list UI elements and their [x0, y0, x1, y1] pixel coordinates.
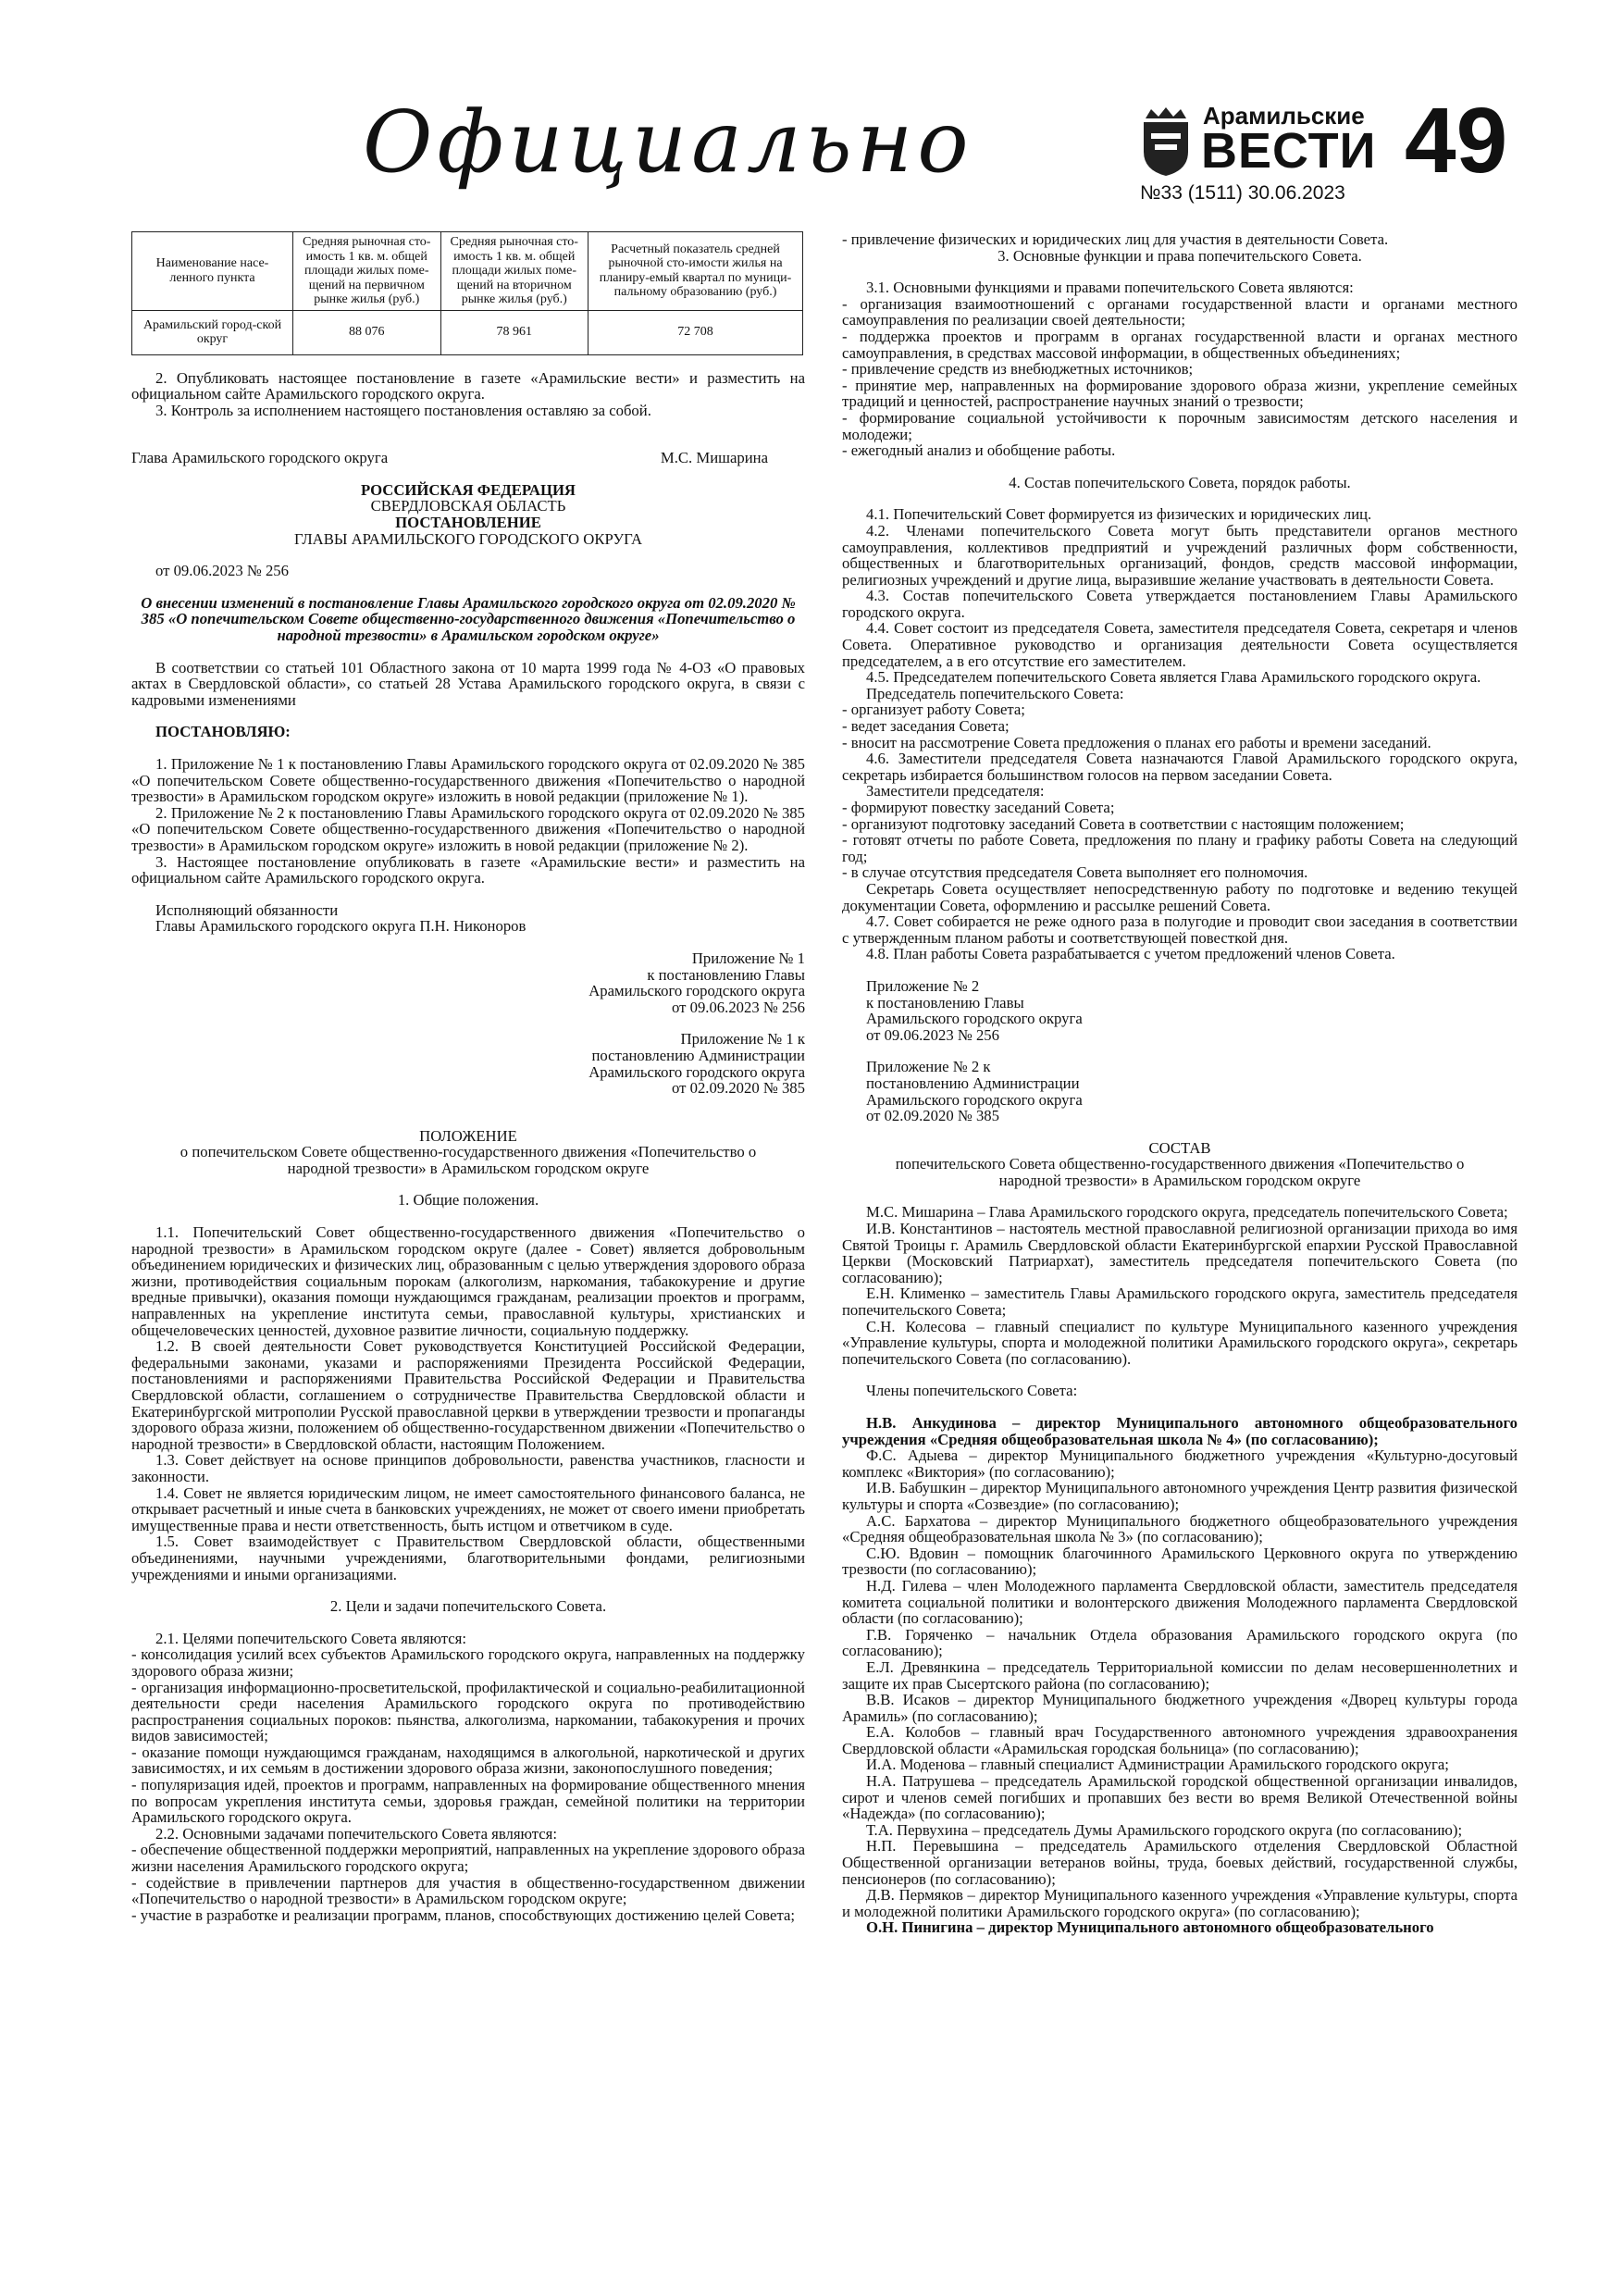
- table-cell: 72 708: [588, 310, 803, 354]
- appendix-line: Арамильского городского округа: [588, 1062, 805, 1081]
- paragraph: Секретарь Совета осуществляет непосредственную работу по подготовке и ведению текущей документации Совета, оформлению и рассылке решений Совета.: [842, 879, 1518, 914]
- table-cell: Арамильский город-ской округ: [132, 310, 293, 354]
- section-title: Официально: [363, 93, 973, 192]
- appendix-line: к постановлению Главы: [866, 993, 1024, 1011]
- appendix-line: постановлению Администрации: [591, 1046, 805, 1064]
- list-item: - поддержка проектов и программ в органах государственной власти и органах местного самоуправления, в средствах массовой информации, в общественных объединениях;: [842, 327, 1518, 362]
- paragraph: 1.3. Совет действует на основе принципов добровольности, равенства участников, гласности и законности.: [131, 1451, 805, 1485]
- paragraph: 2.1. Целями попечительского Совета являются:: [155, 1629, 466, 1647]
- document-date: от 09.06.2023 № 256: [155, 562, 289, 580]
- list-item: - организация взаимоотношений с органами государственной власти и органами местного самоуправления по реализации своей деятельности;: [842, 294, 1518, 329]
- logo-top-text: Арамильские: [1203, 102, 1365, 130]
- member-entry: М.С. Мишарина – Глава Арамильского городского округа, председатель попечительского Совета;: [866, 1203, 1508, 1222]
- table-header-row: [132, 232, 803, 311]
- newspaper-logo: [1140, 102, 1377, 180]
- member-entry: Е.Л. Древянкина – председатель Территориальной комиссии по делам несовершеннолетних и защите их прав Сысертского района (по согласованию);: [842, 1657, 1518, 1693]
- appendix-line: от 09.06.2023 № 256: [672, 998, 805, 1016]
- list-item: - в случае отсутствия председателя Совета выполняет его полномочия.: [842, 863, 1308, 882]
- member-entry: В.В. Исаков – директор Муниципального бюджетного учреждения «Дворец культуры города Арамиль» (по согласованию);: [842, 1691, 1518, 1725]
- list-item: - привлечение средств из внебюджетных источников;: [842, 360, 1194, 379]
- table-header-cell: Наименование насе-ленного пункта: [132, 232, 293, 311]
- section-heading: 2. Цели и задачи попечительского Совета.: [329, 1597, 607, 1616]
- appendix-line: Арамильского городского округа: [866, 1010, 1083, 1028]
- section-heading: 1. Общие положения.: [397, 1191, 539, 1210]
- composition-subtitle: попечительского Совета общественно-государственного движения «Попечительство о народной трезвости» в Арамильском городском округе: [895, 1155, 1465, 1189]
- list-item: - содействие в привлечении партнеров для участия в общественно-государственном движении «Попечительство о народной трезвости» в Арамильском городском округе;: [131, 1873, 805, 1908]
- appendix-line: к постановлению Главы: [647, 965, 805, 984]
- appendix-line: Приложение № 1: [691, 949, 805, 967]
- paragraph: 4.7. Совет собирается не реже одного раза в полугодие и проводит свои заседания в соответствии с утвержденным планом работы и соответствующей повесткой дня.: [842, 912, 1518, 947]
- signature-name: М.С. Мишарина: [660, 449, 768, 467]
- table-cell: 78 961: [440, 310, 588, 354]
- appendix-line: Приложение № 2 к: [866, 1058, 991, 1076]
- list-item: - вносит на рассмотрение Совета предложения о планах его работы и времени заседаний.: [842, 733, 1431, 751]
- list-item: - готовят отчеты по работе Совета, предложения по плану и графику работы Совета на следующий год;: [842, 831, 1518, 865]
- list-item: - оказание помощи нуждающимся гражданам, находящимся в алкогольной, наркотической и других зависимостях, и их семьям в достижении здорового образа жизни, законопослушного поведения;: [131, 1743, 805, 1778]
- paragraph: 1.5. Совет взаимодействует с Правительством Свердловской области, общественными объединениями, научными учреждениями, благотворительными фондами, религиозными учреждениями и иными организациями.: [131, 1533, 805, 1583]
- member-entry: С.Н. Колесова – главный специалист по культуре Муниципального казенного учреждения «Управление культуры, спорта и молодежной политики Арамильского городского округа», секретарь попечительского Совета (по согласованию).: [842, 1317, 1518, 1368]
- member-entry: Г.В. Горяченко – начальник Отдела образования Арамильского городского округа (по согласованию);: [842, 1625, 1518, 1660]
- paragraph: 4.1. Попечительский Совет формируется из физических и юридических лиц.: [866, 505, 1372, 524]
- paragraph: 2. Приложение № 2 к постановлению Главы Арамильского городского округа от 02.09.2020 № 385 «О попечительском Совете общественно-государственного движения «Попечительство о народной трезвости» в Арамильском городском округе» изложить в новой редакции (приложение № 2).: [131, 803, 805, 854]
- paragraph: 3. Контроль за исполнением настоящего постановления оставляю за собой.: [155, 401, 651, 419]
- appendix-line: от 02.09.2020 № 385: [672, 1079, 805, 1098]
- acting-line: Главы Арамильского городского округа П.Н. Никоноров: [155, 917, 527, 936]
- member-entry: А.С. Бархатова – директор Муниципального бюджетного общеобразовательного учреждения «Средняя общеобразовательная школа № 3» (по согласованию);: [842, 1511, 1518, 1546]
- appendix-line: Арамильского городского округа: [588, 982, 805, 1000]
- table-header-cell: Средняя рыночная сто-имость 1 кв. м. общей площади жилых поме-щений на первичном рынке жилья (руб.): [293, 232, 441, 311]
- list-item: - формирование социальной устойчивости к порочным зависимостям детского населения и молодежи;: [842, 408, 1518, 443]
- paragraph: Председатель попечительского Совета:: [866, 684, 1124, 702]
- member-entry: Н.П. Перевышина – председатель Арамильского отделения Свердловской Областной Общественной организации ветеранов войны, труда, боевых действий, государственной службы, пенсионеров (по согласованию);: [842, 1837, 1518, 1888]
- paragraph: 4.5. Председателем попечительского Совета является Глава Арамильского городского округа.: [866, 668, 1481, 687]
- member-entry: Д.В. Пермяков – директор Муниципального казенного учреждения «Управление культуры, спорта и молодежной политики Арамильского городского округа» (по согласованию);: [842, 1886, 1518, 1920]
- list-item: - формируют повестку заседаний Совета;: [842, 799, 1115, 816]
- member-entry: О.Н. Пинигина – директор Муниципального автономного общеобразовательного: [866, 1918, 1434, 1937]
- right-column: [842, 231, 1518, 1936]
- list-item: - организует работу Совета;: [842, 701, 1025, 719]
- paragraph: 3.1. Основными функциями и правами попечительского Совета являются:: [866, 279, 1354, 297]
- table-row: [132, 310, 803, 354]
- list-item: - популяризация идей, проектов и программ, направленных на формирование общественного мнения по вопросам укрепления института семьи, здоровья граждан, семейной политики на территории Арамильского городского округа.: [131, 1776, 805, 1827]
- issue-number: №33 (1511) 30.06.2023: [1140, 182, 1345, 204]
- paragraph: 1. Приложение № 1 к постановлению Главы Арамильского городского округа от 02.09.2020 № 385 «О попечительском Совете общественно-государственного движения «Попечительство о народной трезвости» в Арамильском городском округе» изложить в новой редакции (приложение № 1).: [131, 755, 805, 806]
- member-entry: И.А. Моденова – главный специалист Администрации Арамильского городского округа;: [866, 1756, 1449, 1774]
- page-number: 49: [1405, 89, 1508, 192]
- paragraph: 1.2. В своей деятельности Совет руководствуется Конституцией Российской Федерации, федеральными законами, указами и распоряжениями Президента Российской Федерации, постановлениями и распоряжениями Правительства Российской Федерации и Правительства Свердловской области, соглашением о сотрудничестве Правительства Свердловской области и Екатеринбургской митрополии Русской православной церкви в утверждении трезвости и пропаганды здорового образа жизни, положением об общественно-государственном движении «Попечительство о народной трезвости» в Свердловской области, настоящим Положением.: [131, 1337, 805, 1453]
- member-entry: Е.Н. Клименко – заместитель Главы Арамильского городского округа, заместитель председателя попечительского Совета;: [842, 1285, 1518, 1320]
- member-entry: Н.В. Анкудинова – директор Муниципального автономного общеобразовательного учреждения «Средняя общеобразовательная школа № 4» (по согласованию);: [842, 1414, 1518, 1448]
- decree-word: ПОСТАНОВЛЯЮ:: [155, 723, 291, 741]
- member-entry: И.В. Бабушкин – директор Муниципального автономного учреждения Центр развития физической культуры и спорта «Созвездие» (по согласованию);: [842, 1479, 1518, 1513]
- appendix-line: от 02.09.2020 № 385: [866, 1107, 999, 1125]
- heading-rf: РОССИЙСКАЯ ФЕДЕРАЦИЯ: [361, 480, 576, 499]
- member-entry: Н.Д. Гилева – член Молодежного парламента Свердловской области, заместитель председателя комитета социальной политики и волонтерского движения Молодежного парламента Свердловской области (по согласованию);: [842, 1576, 1518, 1628]
- member-entry: Н.А. Патрушева – председатель Арамильской городской общественной организации инвалидов, сирот и членов семей погибших и пропавших без вести во время Великой Отечественной войны «Надежда» (по согласованию);: [842, 1772, 1518, 1823]
- table-header-cell: Средняя рыночная сто-имость 1 кв. м. общей площади жилых поме-щений на вторичном рынке жилья (руб.): [440, 232, 588, 311]
- heading-issuer: ГЛАВЫ АРАМИЛЬСКОГО ГОРОДСКОГО ОКРУГА: [293, 529, 643, 548]
- list-item: - организация информационно-просветительской, профилактической и социально-реабилитационной деятельности среди населения Арамильского городского округа по противодействию распространения социальных пороков: пьянства, алкоголизма, наркомании, табакокурения и прочих видов зависимостей;: [131, 1678, 805, 1745]
- signature-block: [131, 450, 805, 466]
- appendix-line: от 09.06.2023 № 256: [866, 1025, 999, 1044]
- paragraph: 4.3. Состав попечительского Совета утверждается постановлением Главы Арамильского городского округа.: [842, 587, 1518, 621]
- member-entry: Е.А. Колобов – главный врач Государственного автономного учреждения здравоохранения Свердловской области «Арамильская городская больница» (по согласованию);: [842, 1723, 1518, 1757]
- paragraph: 2. Опубликовать настоящее постановление в газете «Арамильские вести» и разместить на официальном сайте Арамильского городского округа.: [131, 368, 805, 403]
- appendix-line: Приложение № 1 к: [680, 1030, 805, 1049]
- acting-line: Исполняющий обязанности: [155, 900, 339, 919]
- appendix-line: постановлению Администрации: [866, 1074, 1080, 1092]
- member-entry: С.Ю. Вдовин – помощник благочинного Арамильского Церковного округа по утверждению трезвости (по согласованию);: [842, 1544, 1518, 1579]
- members-heading: Члены попечительского Совета:: [866, 1382, 1078, 1400]
- preamble: В соответствии со статьей 101 Областного закона от 10 марта 1999 года № 4-ОЗ «О правовых актах в Свердловской области», со статьей 28 Устава Арамильского городского округа, в связи с кадровыми изменениями: [131, 658, 805, 709]
- list-item: - консолидация усилий всех субъектов Арамильского городского округа, направленных на поддержку здорового образа жизни;: [131, 1645, 805, 1680]
- list-item: - ежегодный анализ и обобщение работы.: [842, 441, 1116, 460]
- list-item: - привлечение физических и юридических лиц для участия в деятельности Совета.: [842, 230, 1389, 248]
- paragraph: 3. Настоящее постановление опубликовать в газете «Арамильские вести» и разместить на официальном сайте Арамильского городского округа.: [131, 852, 805, 887]
- paragraph: 4.6. Заместители председателя Совета назначаются Главой Арамильского городского округа, секретарь избирается большинством голосов на первом заседании Совета.: [842, 750, 1518, 784]
- document-subject: О внесении изменений в постановление Главы Арамильского городского округа от 02.09.2020 № 385 «О попечительском Совете общественно-государственного движения «Попечительство о народной трезвости» в Арамильском городском округе»: [141, 593, 796, 645]
- table-header-cell: Расчетный показатель средней рыночной сто-имости жилья на планиру-емый квартал по муници-пальному образованию (руб.): [588, 232, 803, 311]
- composition-title: СОСТАВ: [1148, 1138, 1211, 1157]
- member-entry: Т.А. Первухина – председатель Думы Арамильского городского округа (по согласованию);: [866, 1820, 1463, 1839]
- appendix-line: Приложение № 2: [866, 976, 980, 995]
- list-item: - принятие мер, направленных на формирование здорового образа жизни, укрепление семейных традиций и ценностей, распространение научных знаний о трезвости;: [842, 376, 1518, 411]
- city-crest-icon: [1140, 105, 1192, 178]
- table-cell: 88 076: [293, 310, 441, 354]
- list-item: - участие в разработке и реализации программ, планов, способствующих достижению целей Совета;: [131, 1905, 795, 1924]
- paragraph: 1.1. Попечительский Совет общественно-государственного движения «Попечительство о народной трезвости» в Арамильском городском округе (далее - Совет) является добровольным объединением юридических и физических лиц, образованным с целью утверждения здорового образа жизни, противодействия социальным порокам (алкоголизм, наркомания, табакокурение и другие вредные привычки), оказания помощи нуждающимся гражданам, реализации проектов и программ, направленных на укрепление института семьи, православной культуры, христианских и общечеловеческих ценностей, духовное развитие личности, социальную поддержку.: [131, 1223, 805, 1339]
- regulation-subtitle: о попечительском Совете общественно-государственного движения «Попечительство о народной трезвости» в Арамильском городском округе: [180, 1143, 757, 1177]
- regulation-title: ПОЛОЖЕНИЕ: [419, 1126, 517, 1145]
- appendix-line: Арамильского городского округа: [866, 1090, 1083, 1109]
- members-list: [842, 1415, 1518, 1936]
- logo-main-text: ВЕСТИ: [1201, 123, 1377, 179]
- heading-region: СВЕРДЛОВСКАЯ ОБЛАСТЬ: [370, 497, 566, 515]
- member-entry: И.В. Константинов – настоятель местной православной религиозной организации прихода во имя Святой Троицы г. Арамиль Свердловской области Екатеринбургской епархии Русской Православной Церкви (Московский Патриархат), заместитель председателя попечительского Совета (по согласованию);: [842, 1220, 1518, 1286]
- signature-role: Глава Арамильского городского округа: [131, 449, 389, 467]
- paragraph: 2.2. Основными задачами попечительского Совета являются:: [155, 1824, 557, 1843]
- list-item: - организуют подготовку заседаний Совета в соответствии с настоящим положением;: [842, 814, 1405, 833]
- member-entry: Ф.С. Адыева – директор Муниципального бюджетного учреждения «Культурно-досуговый комплекс «Виктория» (по согласованию);: [842, 1446, 1518, 1481]
- section-heading: 4. Состав попечительского Совета, порядок работы.: [1009, 473, 1351, 491]
- left-column: [131, 231, 805, 1923]
- paragraph: Заместители председателя:: [866, 782, 1045, 800]
- section-heading: 3. Основные функции и права попечительского Совета.: [997, 246, 1362, 265]
- paragraph: 4.4. Совет состоит из председателя Совета, заместителя председателя Совета, секретаря и членов Совета. Оперативное руководство и организация деятельности Совета осуществляется председателем, а в его отсутствие его заместителем.: [842, 619, 1518, 670]
- list-item: - ведет заседания Совета;: [842, 717, 1010, 736]
- price-table: [131, 231, 803, 355]
- heading-doc-type: ПОСТАНОВЛЕНИЕ: [395, 514, 541, 532]
- paragraph: 4.2. Членами попечительского Совета могут быть представители органов местного самоуправления, коллективов предприятий и учреждений различных форм собственности, общественных и благотворительных организаций, фондов, средств массовой информации, религиозных учреждений и другие лица, выразившие желание участвовать в деятельности Совета.: [842, 521, 1518, 589]
- paragraph: 1.4. Совет не является юридическим лицом, не имеет самостоятельного финансового баланса, не открывает расчетный и иные счета в банковских учреждениях, не может от своего имени приобретать имущественные права и нести ответственность, быть истцом и ответчиком в суде.: [131, 1483, 805, 1534]
- list-item: - обеспечение общественной поддержки мероприятий, направленных на укрепление здорового образа жизни населения Арамильского городского округа;: [131, 1841, 805, 1876]
- paragraph: 4.8. План работы Совета разрабатывается с учетом предложений членов Совета.: [866, 945, 1395, 963]
